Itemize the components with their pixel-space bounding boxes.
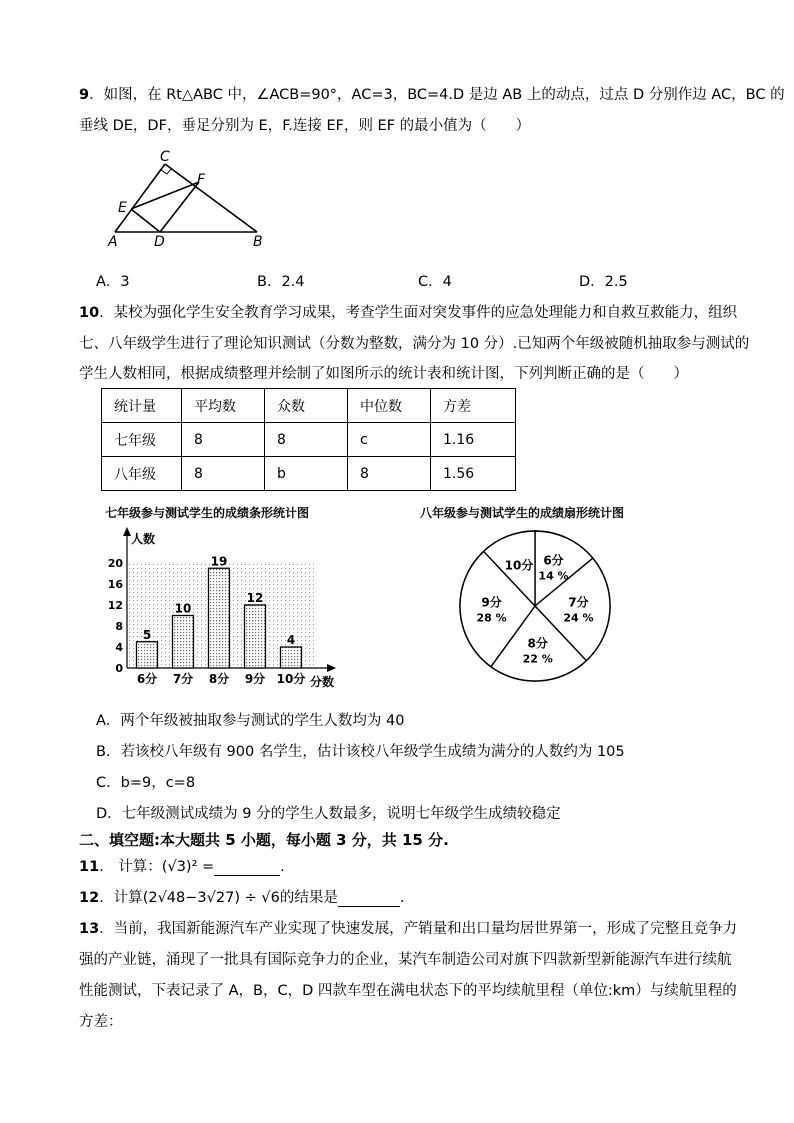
- q13-line3: 性能测试，下表记录了 A，B，C，D 四款车型在满电状态下的平均续航里程（单位:km）与续航里程的: [79, 983, 737, 999]
- table-header-row: [102, 389, 516, 423]
- y-axis-label: 人数: [131, 532, 156, 546]
- q9-option-d: D．2.5: [579, 274, 628, 290]
- table-cell: 8: [182, 457, 265, 491]
- q12-answer-blank[interactable]: [338, 890, 400, 907]
- y-tick-label: 0: [115, 662, 123, 675]
- y-tick-label: 16: [107, 578, 123, 591]
- q12-end: .: [399, 890, 405, 906]
- label-d: D: [154, 234, 165, 250]
- q11-expression: (√3)² =: [161, 859, 215, 875]
- q11-text: ． 计算：: [99, 859, 162, 875]
- q13-line2: 强的产业链，涌现了一批具有国际竞争力的企业，某汽车制造公司对旗下四款新型新能源汽车进行续航: [79, 952, 732, 968]
- q10-option-b: B．若该校八年级有 900 名学生，估计该校八年级学生成绩为满分的人数约为 105: [96, 744, 625, 760]
- segment-de: [131, 209, 160, 232]
- q10-line3: 学生人数相同，根据成绩整理并绘制了如图所示的统计表和统计图，下列判断正确的是（ ）: [79, 366, 688, 382]
- pie-slice-percent: 22 %: [522, 652, 553, 666]
- y-tick-label: 4: [115, 641, 123, 654]
- table-cell: 1.56: [431, 457, 516, 491]
- pie-slice-label: 9分: [481, 595, 502, 610]
- y-tick-label: 12: [107, 599, 123, 612]
- table-cell: c: [348, 423, 431, 457]
- label-a: A: [108, 234, 118, 250]
- x-tick-label: 9分: [244, 672, 266, 686]
- x-tick-label: 7分: [172, 672, 194, 686]
- q13-text-1: ．当前，我国新能源汽车产业实现了快速发展，产销量和出口量均居世界第一，形成了完整且竞争力: [99, 921, 738, 937]
- pie-slice-label: 6分: [543, 553, 564, 568]
- q9-number: 9: [79, 87, 90, 103]
- right-angle-mark: [161, 169, 171, 174]
- table-row: [102, 423, 516, 457]
- y-tick-label: 8: [115, 620, 123, 633]
- q13-line4: 方差：: [79, 1014, 123, 1030]
- pie-chart-title: 八年级参与测试学生的成绩扇形统计图: [420, 506, 625, 520]
- q10-option-d: D．七年级测试成绩为 9 分的学生人数最多，说明七年级学生成绩较稳定: [96, 806, 561, 822]
- x-tick-label: 8分: [208, 672, 230, 686]
- bar-chart-title: 七年级参与测试学生的成绩条形统计图: [105, 506, 310, 520]
- q9-triangle-figure: [100, 146, 275, 250]
- bar: [137, 642, 158, 668]
- bar-value-label: 5: [142, 627, 152, 642]
- y-tick-label: 20: [107, 557, 123, 570]
- pie-slice-label: 7分: [568, 595, 589, 610]
- pie-slice-percent: 28 %: [476, 611, 507, 625]
- bar-value-label: 19: [210, 554, 228, 569]
- table-header-cell: 众数: [265, 389, 348, 423]
- label-e: E: [118, 200, 127, 216]
- section-2-header: 二、填空题:本大题共 5 小题，每小题 3 分，共 15 分.: [79, 831, 449, 849]
- stats-table: [101, 388, 516, 491]
- q12-line: [79, 886, 404, 907]
- pie-slice-percent: 14 %: [538, 569, 569, 583]
- q11-end: .: [280, 859, 285, 875]
- q9-line1: [79, 83, 785, 104]
- table-header-cell: 统计量: [102, 389, 182, 423]
- bar: [245, 605, 266, 668]
- bar: [209, 568, 230, 668]
- q13-number: 13: [79, 921, 100, 937]
- bar: [281, 647, 302, 668]
- bar: [173, 616, 194, 669]
- q11-answer-blank[interactable]: [214, 859, 280, 876]
- q9-option-c: C．4: [418, 274, 452, 290]
- pie-slice-label: 8分: [527, 636, 548, 651]
- pie-slice-label: 10分: [504, 558, 534, 573]
- q10-number: 10: [79, 305, 100, 321]
- q13-line1: [79, 917, 737, 938]
- table-header-cell: 平均数: [182, 389, 265, 423]
- bar-value-label: 4: [286, 633, 296, 647]
- table-cell: 8: [265, 423, 348, 457]
- label-c: C: [160, 149, 170, 165]
- q12-number: 12: [79, 890, 100, 906]
- table-header-cell: 方差: [431, 389, 516, 423]
- table-cell: 八年级: [102, 457, 182, 491]
- table-cell: 七年级: [102, 423, 182, 457]
- label-f: F: [197, 172, 206, 188]
- q11-number: 11: [79, 859, 100, 875]
- q12-text-after: 的结果是: [279, 890, 338, 906]
- label-b: B: [253, 234, 263, 250]
- q12-text: ．计算: [99, 890, 143, 906]
- table-cell: 1.16: [431, 423, 516, 457]
- table-header-cell: 中位数: [348, 389, 431, 423]
- bar-chart: [105, 500, 355, 695]
- q9-option-b: B．2.4: [257, 274, 305, 290]
- bar-value-label: 12: [246, 591, 264, 605]
- bar-value-label: 10: [174, 601, 192, 616]
- q10-option-c: C．b=9，c=8: [96, 775, 196, 791]
- q9-text-1: ．如图，在 Rt△ABC 中，∠ACB=90°，AC=3，BC=4.D 是边 AB 上的动点，过点 D 分别作边 AC，BC 的: [89, 87, 785, 103]
- table-row: [102, 457, 516, 491]
- pie-slice-percent: 24 %: [563, 611, 594, 625]
- q9-option-a: A．3: [96, 274, 130, 290]
- q10-line2: 七、八年级学生进行了理论知识测试（分数为整数，满分为 10 分）.已知两个年级被随机抽取参与测试的: [79, 336, 750, 352]
- q11-line: [79, 855, 285, 876]
- segment-bc: [165, 164, 257, 232]
- x-tick-label: 10分: [276, 672, 306, 686]
- q10-text-1: ．某校为强化学生安全教育学习成果，考查学生面对突发事件的应急处理能力和自救互救能力，组织: [99, 305, 738, 321]
- pie-chart: [415, 500, 655, 695]
- y-axis-arrow: [123, 527, 131, 536]
- x-tick-label: 6分: [136, 672, 158, 686]
- q10-option-a: A．两个年级被抽取参与测试的学生人数均为 40: [96, 713, 405, 729]
- table-cell: 8: [182, 423, 265, 457]
- q12-expression: (2√48−3√27) ÷ √6: [142, 890, 280, 906]
- q9-line2: 垂线 DE，DF，垂足分别为 E，F.连接 EF，则 EF 的最小值为（ ）: [79, 118, 531, 134]
- table-cell: 8: [348, 457, 431, 491]
- x-axis-label: 分数: [310, 675, 335, 689]
- table-cell: b: [265, 457, 348, 491]
- x-axis-arrow: [327, 664, 336, 672]
- q10-line1: [79, 301, 737, 322]
